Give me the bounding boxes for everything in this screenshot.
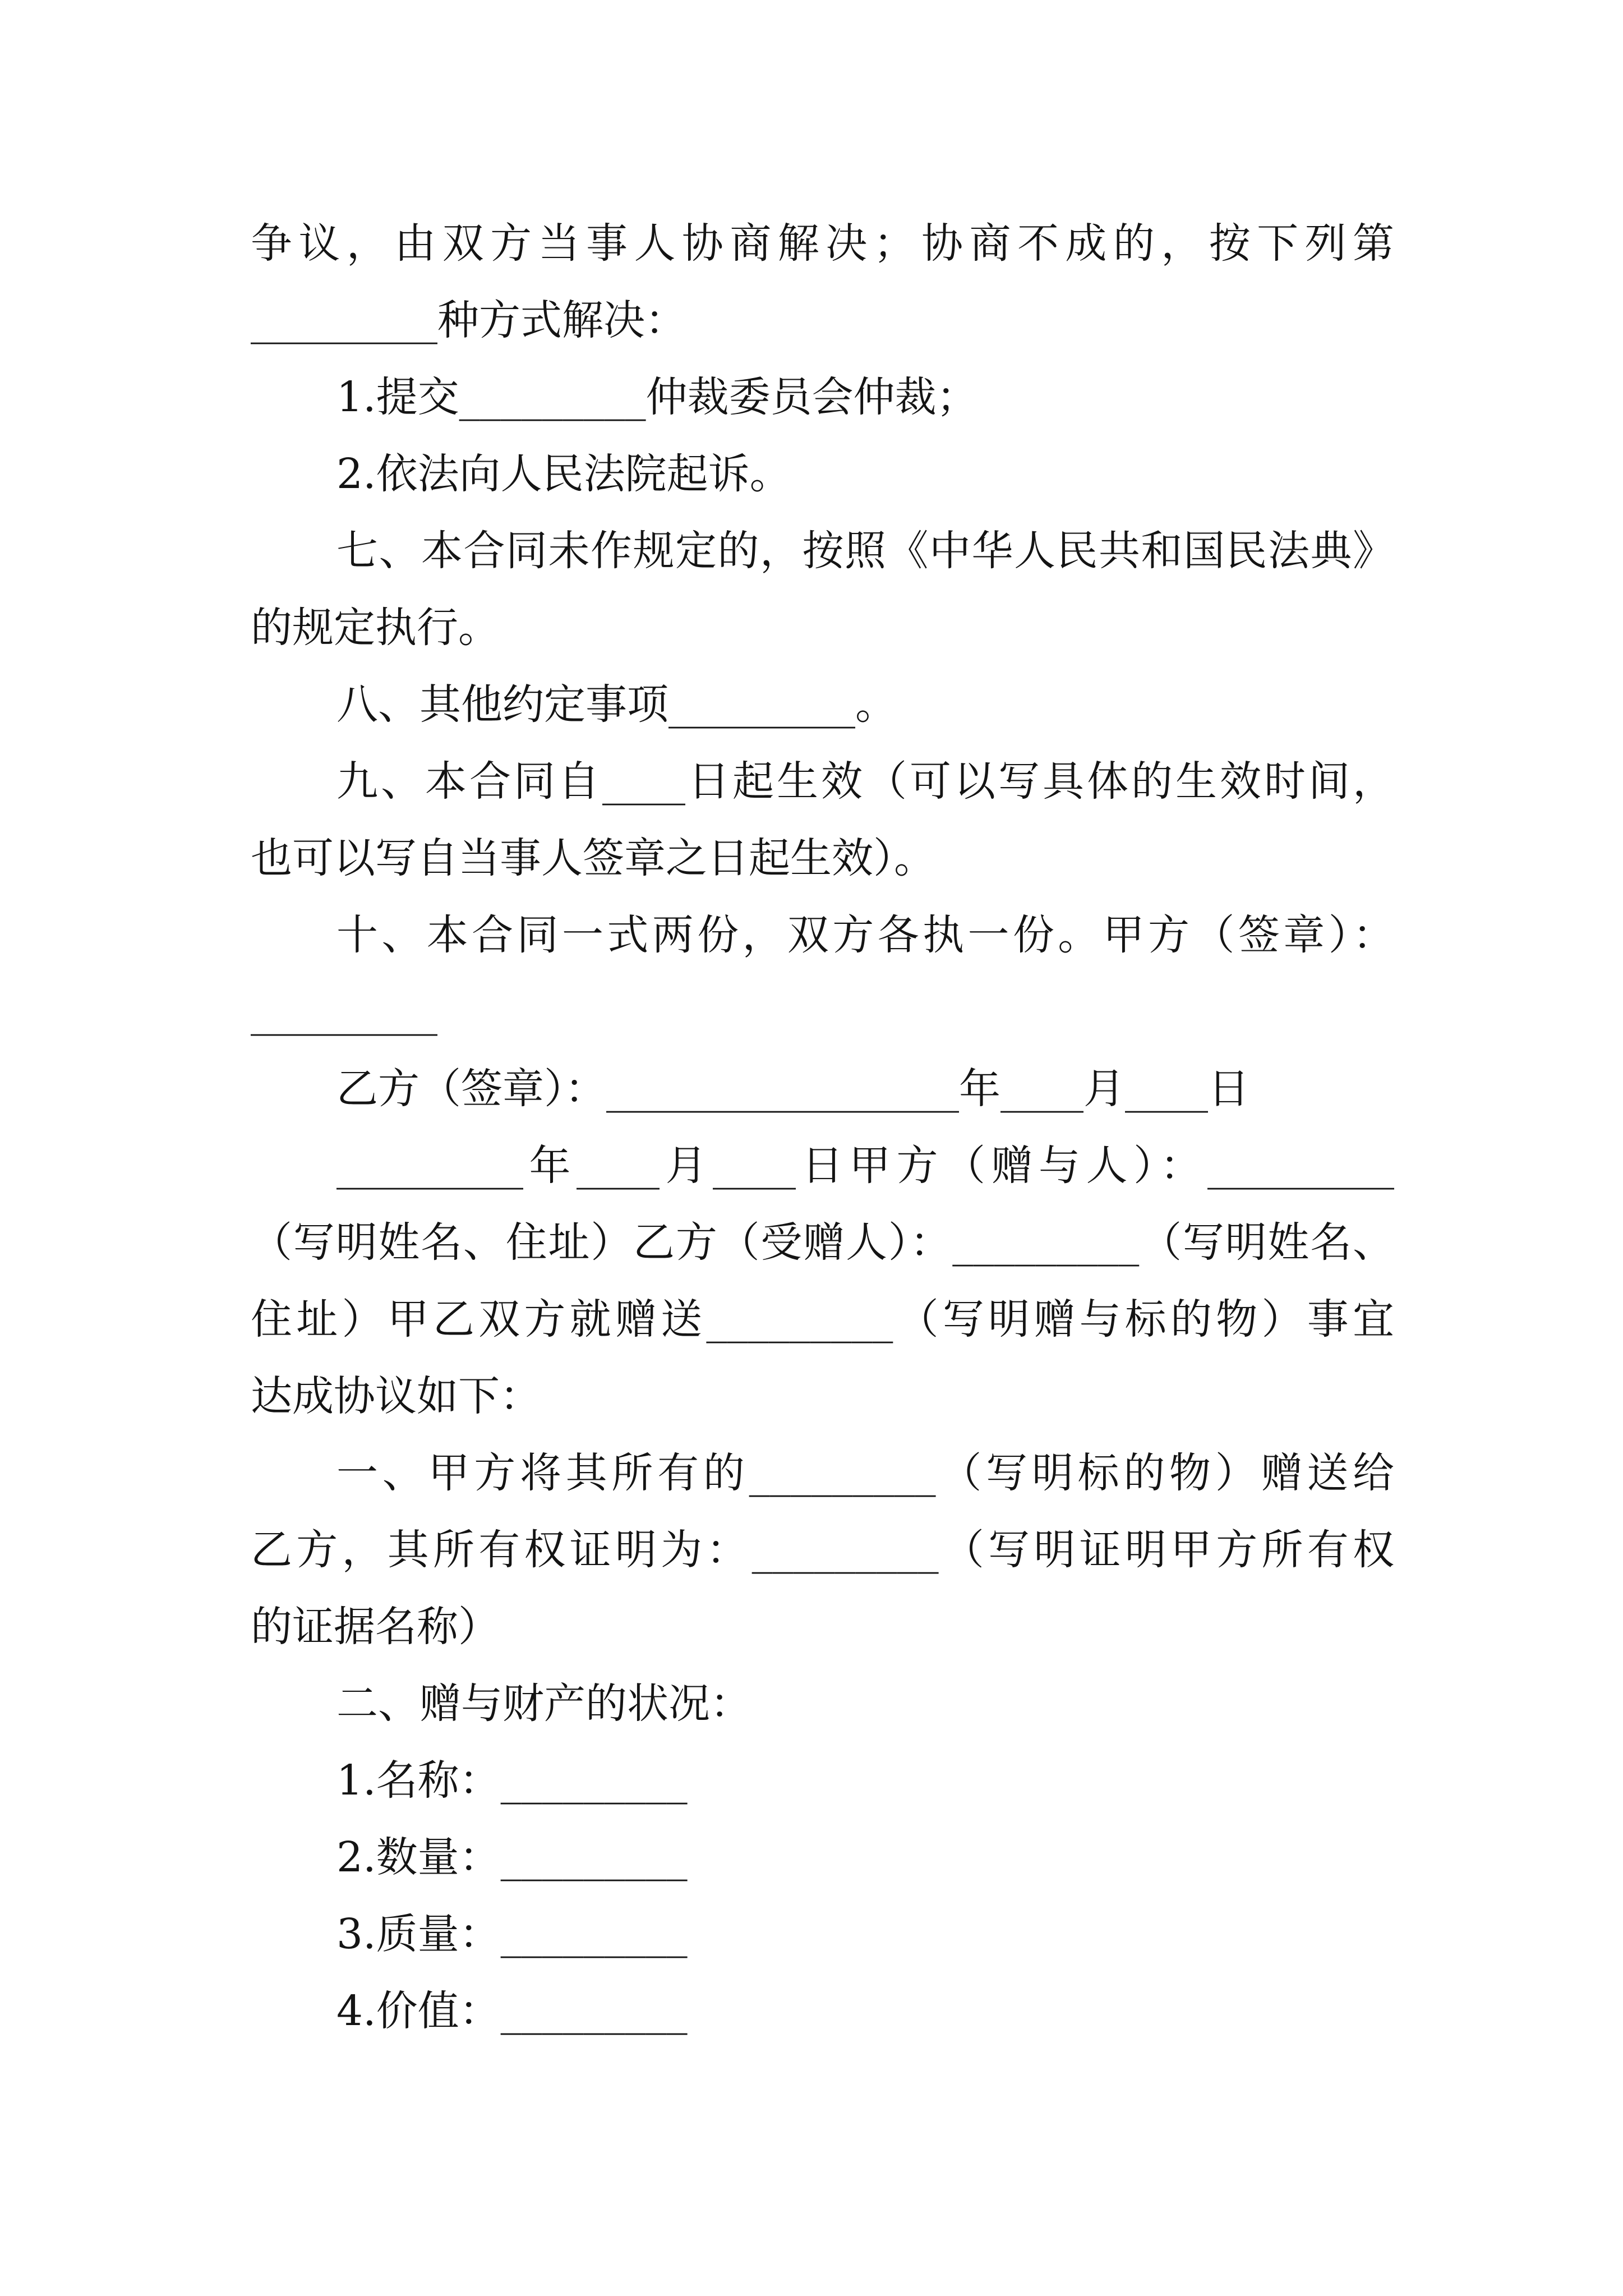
clause-9-continuation: 也可以写自当事人签章之日起生效）。 [251, 834, 935, 882]
clause-1-ownership-line: 乙方，其所有权证明为：_________（写明证明甲方所有权 [251, 1526, 1394, 1574]
donor-donee-info-line: （写明姓名、住址）乙方（受赠人）：_________（写明姓名、 [251, 1218, 1394, 1267]
property-value-field: 4.价值：_________ [336, 1987, 688, 2035]
clause-8-other-matters: 八、其他约定事项_________。 [336, 680, 897, 729]
arbitration-option: 1.提交_________仲裁委员会仲裁； [336, 373, 978, 421]
clause-2-heading: 二、赠与财产的状况： [336, 1680, 751, 1728]
clause-1-gift-line: 一、甲方将其所有的_________（写明标的物）赠送给 [336, 1449, 1394, 1497]
clause-7-line: 七、本合同未作规定的，按照《中华人民共和国民法典》 [336, 527, 1394, 575]
property-name-field: 1.名称：_________ [336, 1756, 688, 1805]
clause-6-dispute-line: 争议，由双方当事人协商解决；协商不成的，按下列第 [251, 219, 1394, 268]
party-b-signature-date-line: 乙方（签章）：_________________年____月____日 [336, 1065, 1249, 1113]
agreement-intro-line: 达成协议如下： [251, 1372, 541, 1420]
clause-6-method-line: _________种方式解决： [251, 296, 686, 344]
date-and-donor-line: _________年____月____日甲方（赠与人）：_________ [336, 1142, 1394, 1190]
clause-10-copies-line: 十、本合同一式两份，双方各执一份。甲方（签章）： [336, 911, 1394, 959]
property-quality-field: 3.质量：_________ [336, 1910, 688, 1958]
litigation-option: 2.依法向人民法院起诉。 [336, 450, 791, 498]
clause-1-continuation: 的证据名称） [251, 1603, 500, 1651]
clause-7-continuation: 的规定执行。 [251, 604, 500, 652]
party-a-signature-blank: _________ [251, 988, 437, 1036]
gift-subject-line: 住址）甲乙双方就赠送_________（写明赠与标的物）事宜 [251, 1295, 1394, 1343]
clause-9-effective-line: 九、本合同自____日起生效（可以写具体的生效时间， [336, 757, 1394, 806]
property-quantity-field: 2.数量：_________ [336, 1833, 688, 1881]
contract-text-body [251, 205, 1394, 2050]
